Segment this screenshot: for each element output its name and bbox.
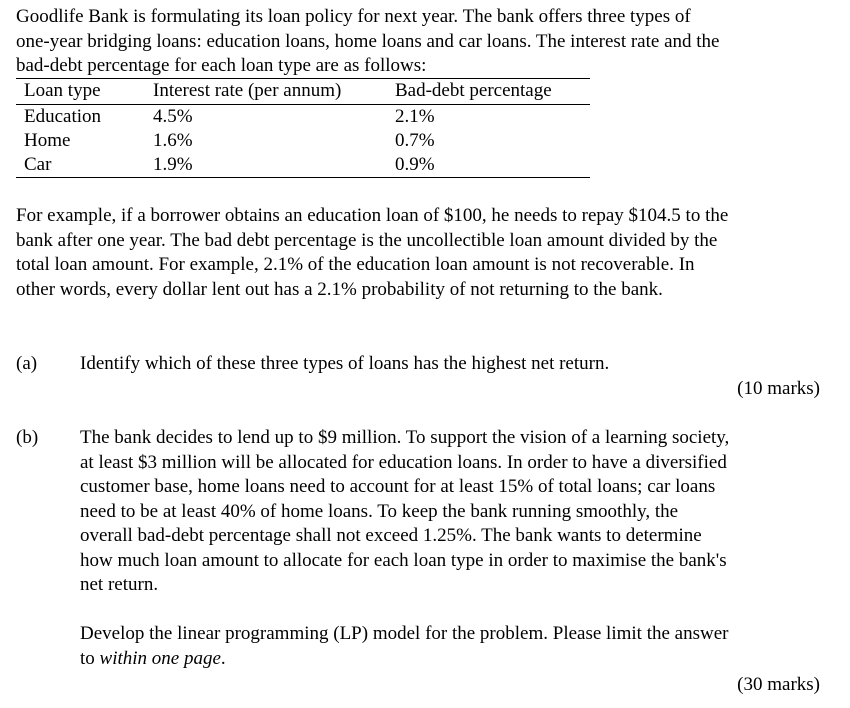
intro-paragraph: [16, 5, 836, 79]
question-a-line: Identify which of these three types of loans has the highest net return.: [80, 353, 610, 374]
example-line: total loan amount. For example, 2.1% of the education loan amount is not recoverable. In: [16, 254, 695, 275]
question-b-instruction: [80, 622, 840, 671]
cell-loan-type: Car: [24, 154, 52, 175]
example-paragraph: [16, 204, 836, 302]
table-header-row: [16, 79, 590, 105]
table-row: [16, 153, 590, 177]
cell-interest-rate: 4.5%: [153, 106, 193, 127]
question-b-line: customer base, home loans need to account for at least 15% of total loans; car loans: [80, 476, 716, 497]
table-row: [16, 129, 590, 153]
question-b-text: [80, 426, 840, 598]
question-b-line: overall bad-debt percentage shall not exceed 1.25%. The bank wants to determine: [80, 525, 702, 546]
question-a-text: [80, 352, 840, 377]
intro-line: Goodlife Bank is formulating its loan policy for next year. The bank offers three types of: [16, 6, 691, 27]
question-b-line: how much loan amount to allocate for each loan type in order to maximise the bank's: [80, 549, 727, 571]
example-line: other words, every dollar lent out has a 2.1% probability of not returning to the bank.: [16, 278, 663, 300]
question-b-line: at least $3 million will be allocated for education loans. In order to have a diversified: [80, 451, 727, 473]
question-b-line: net return.: [80, 574, 159, 595]
question-a-marks: (10 marks): [737, 378, 820, 399]
example-line: bank after one year. The bad debt percentage is the uncollectible loan amount divided by the: [16, 229, 718, 251]
cell-loan-type: Home: [24, 130, 71, 151]
instruction-prefix: to: [80, 647, 100, 669]
intro-line: one-year bridging loans: education loans, home loans and car loans. The interest rate and the: [16, 30, 720, 52]
cell-interest-rate: 1.9%: [153, 154, 193, 175]
table-row: [16, 105, 590, 129]
cell-bad-debt: 0.9%: [395, 154, 435, 175]
header-interest-rate: Interest rate (per annum): [153, 80, 342, 101]
question-b-line: The bank decides to lend up to $9 million. To support the vision of a learning society,: [80, 427, 730, 448]
instruction-suffix: .: [220, 647, 226, 669]
instruction-line: Develop the linear programming (LP) model for the problem. Please limit the answer: [80, 623, 729, 644]
intro-line: bad-debt percentage for each loan type are as follows:: [16, 55, 427, 76]
question-a-label: (a): [16, 353, 38, 374]
header-bad-debt: Bad-debt percentage: [395, 80, 552, 101]
cell-bad-debt: 2.1%: [395, 106, 435, 127]
question-b-line: need to be at least 40% of home loans. To keep the bank running smoothly, the: [80, 500, 679, 522]
loan-rates-table: [16, 78, 590, 178]
cell-bad-debt: 0.7%: [395, 130, 435, 151]
question-b-label: (b): [16, 427, 39, 448]
instruction-emphasis: within one page: [99, 647, 221, 669]
cell-loan-type: Education: [24, 106, 102, 127]
example-line: For example, if a borrower obtains an education loan of $100, he needs to repay $104.5 to the: [16, 205, 729, 226]
header-loan-type: Loan type: [24, 80, 101, 101]
cell-interest-rate: 1.6%: [153, 130, 193, 151]
instruction-line: [80, 647, 840, 672]
question-b-marks: (30 marks): [737, 674, 820, 695]
